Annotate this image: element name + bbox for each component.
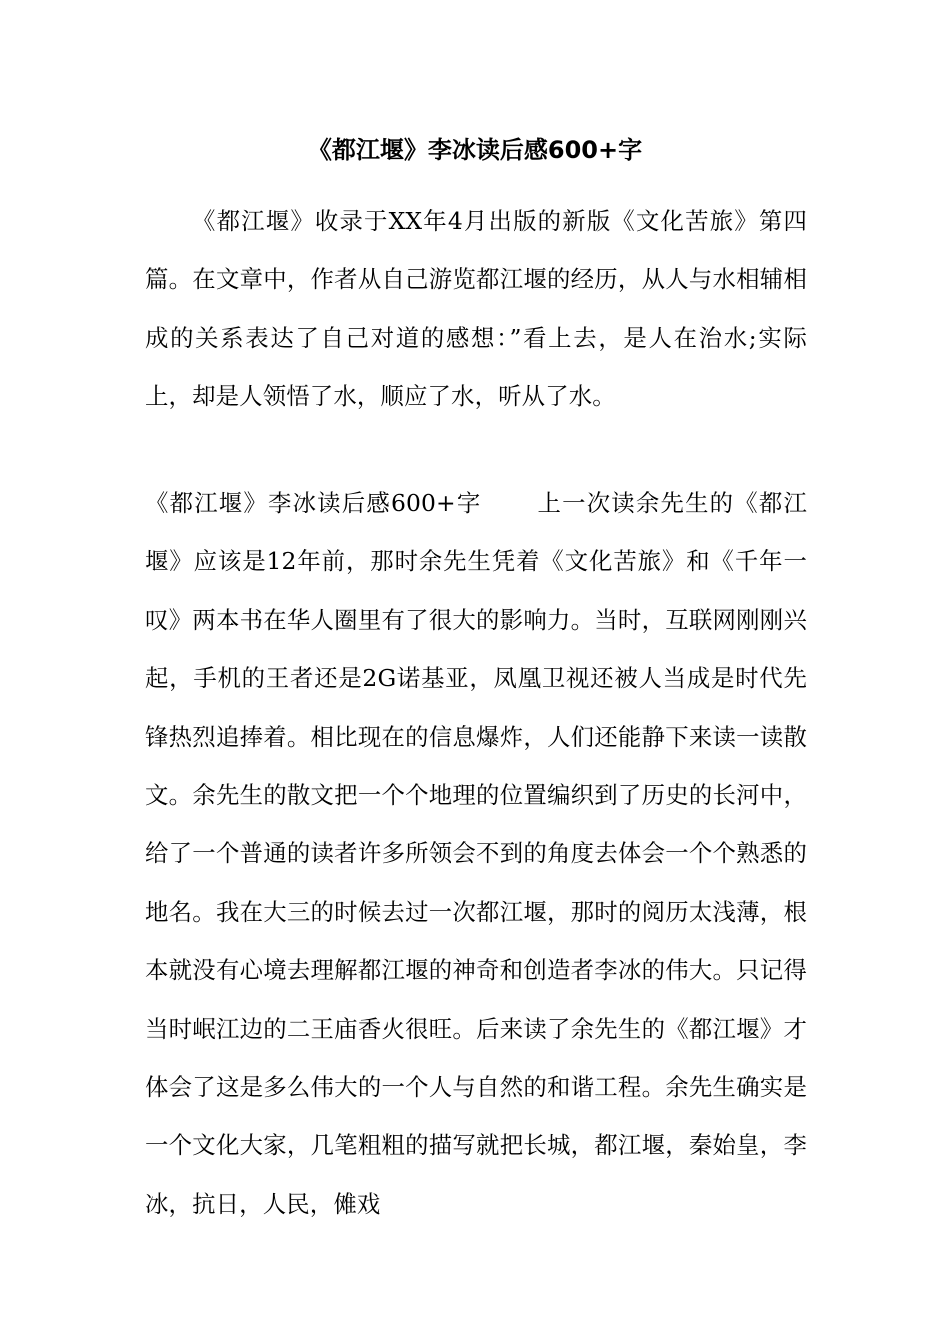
intro-paragraph: 《都江堰》收录于XX年4月出版的新版《文化苦旅》第四篇。在文章中，作者从自己游览都江堰的经历，从人与水相辅相成的关系表达了自己对道的感想：”看上去，是人在治水;实际上，却是人领悟了水，顺应了水，听从了水。: [145, 207, 807, 411]
document-title: 《都江堰》李冰读后感600+字: [307, 136, 643, 164]
inline-section-heading: 《都江堰》李冰读后感600+字: [145, 489, 482, 517]
section-body-text: 上一次读余先生的《都江堰》应该是12年前，那时余先生凭着《文化苦旅》和《千年一叹》两本书在华人圈里有了很大的影响力。当时，互联网刚刚兴起，手机的王者还是2G诺基亚，凤凰卫视还被人当成是时代先锋热烈追捧着。相比现在的信息爆炸，人们还能静下来读一读散文。余先生的散文把一个个地理的位置编织到了历史的长河中，给了一个普通的读者许多所领会不到的角度去体会一个个熟悉的地名。我在大三的时候去过一次都江堰，那时的阅历太浅薄，根本就没有心境去理解都江堰的神奇和创造者李冰的伟大。只记得当时岷江边的二王庙香火很旺。后来读了余先生的《都江堰》才体会了这是多么伟大的一个人与自然的和谐工程。余先生确实是一个文化大家，几笔粗粗的描写就把长城，都江堰，秦始皇，李冰，抗日，人民，傩戏: [145, 489, 807, 1218]
body-paragraph: [145, 474, 807, 1234]
